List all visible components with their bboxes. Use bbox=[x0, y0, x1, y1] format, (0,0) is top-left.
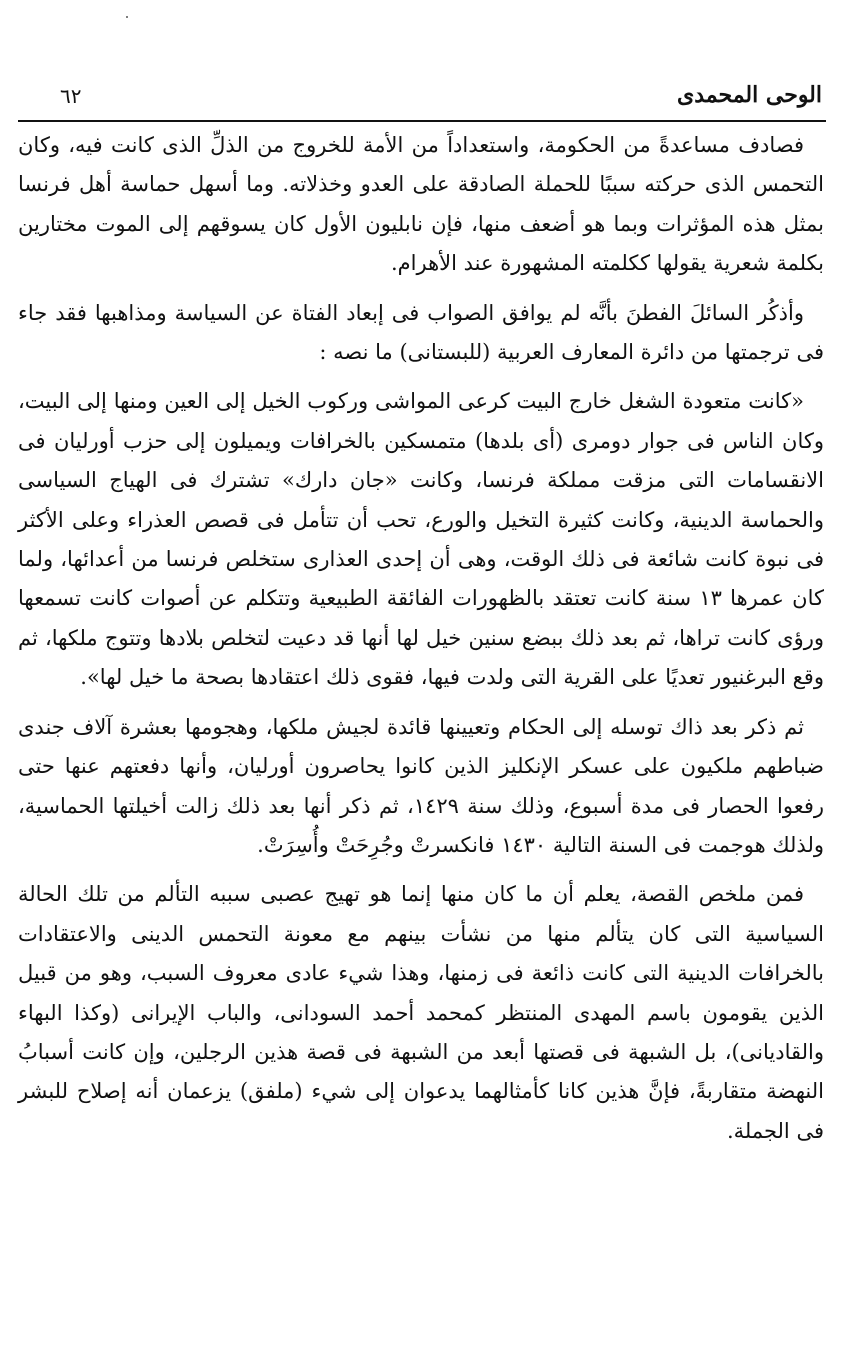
paragraph-2: وأذكُر السائلَ الفطنَ بأنَّه لم يوافق الصواب فى إبعاد الفتاة عن السياسة ومذاهبها فقد جاء فى ترجمتها من دائرة المعارف العربية (للبستانى) ما نصه : bbox=[18, 300, 824, 365]
body-text bbox=[18, 126, 824, 1151]
paragraph-4: ثم ذكر بعد ذاك توسله إلى الحكام وتعيينها قائدة لجيش ملكها، وهجومها بعشرة آلاف جندى ضباطهم ملكيون على عسكر الإنكليز الذين كانوا يحاصرون أورليان، وأنها دفعتهم عنها حتى رفعوا الحصار فى مدة أسبوع، وذلك سنة ١٤٢٩، ثم ذكر أنها بعد ذلك زالت أخيلتها الحماسية، ولذلك هوجمت فى السنة التالية ١٤٣٠ فانكسرتْ وجُرِحَتْ وأُسِرَتْ. bbox=[18, 714, 824, 857]
scan-speck bbox=[126, 16, 128, 18]
page-header bbox=[60, 82, 822, 118]
running-title: الوحى المحمدى bbox=[677, 82, 822, 108]
paragraph-5: فمن ملخص القصة، يعلم أن ما كان منها إنما هو تهيج عصبى سببه التألم من تلك الحالة السياسية التى كان يتألم منها من نشأت بينهم مع معونة التحمس الدينى والاعتقادات بالخرافات الدينية التى كانت ذائعة فى زمنها، وهذا شيء عادى معروف السبب، وهو من قبيل الذين يقومون باسم المهدى المنتظر كمحمد أحمد السودانى، والباب الإيرانى (وكذا البهاء والقاديانى)، بل الشبهة فى قصتها أبعد من الشبهة فى قصة هذين الرجلين، وإن كانت أسبابُ النهضة متقاربةً، فإنَّ هذين كانا كأمثالهما يدعوان إلى شيء (ملفق) يزعمان أنه إصلاح للبشر فى الجملة. bbox=[18, 882, 824, 1143]
quote-paragraph: «كانت متعودة الشغل خارج البيت كرعى المواشى وركوب الخيل إلى العين ومنها إلى البيت، وكان الناس فى جوار دومرى (أى بلدها) متمسكين بالخرافات ويميلون إلى حزب أورليان فى الانقسامات التى مزقت مملكة فرنسا، وكانت «جان دارك» تشترك فى الهياج السياسى والحماسة الدينية، وكانت كثيرة التخيل والورع، تحب أن تتأمل فى قصص العذراء وعلى الأكثر فى نبوة كانت شائعة فى ذلك الوقت، وهى أن إحدى العذارى ستخلص فرنسا من أعدائها، ولما كان عمرها ١٣ سنة كانت تعتقد بالظهورات الفائقة الطبيعية وتتكلم عن أصوات كانت تسمعها ورؤى كانت تراها، ثم بعد ذلك ببضع سنين خيل لها أنها قد دعيت لتخلص بلادها وتتوج ملكها، ثم وقع البرغنيور تعديًا على القرية التى ولدت فيها، فقوى ذلك اعتقادها بصحة ما خيل لها». bbox=[18, 389, 824, 690]
header-rule bbox=[18, 120, 826, 122]
page-number: ٦٢ bbox=[60, 84, 82, 108]
paragraph-1: فصادف مساعدةً من الحكومة، واستعداداً من الأمة للخروج من الذلِّ الذى كانت فيه، وكان التحمس الذى حركته سببًا للحملة الصادقة على العدو وخذلاته. وما أسهل حماسة أهل فرنسا بمثل هذه المؤثرات وبما هو أضعف منها، فإن نابليون الأول كان يسوقهم إلى الموت مختارين بكلمة شعرية يقولها ككلمته المشهورة عند الأهرام. bbox=[18, 133, 824, 276]
